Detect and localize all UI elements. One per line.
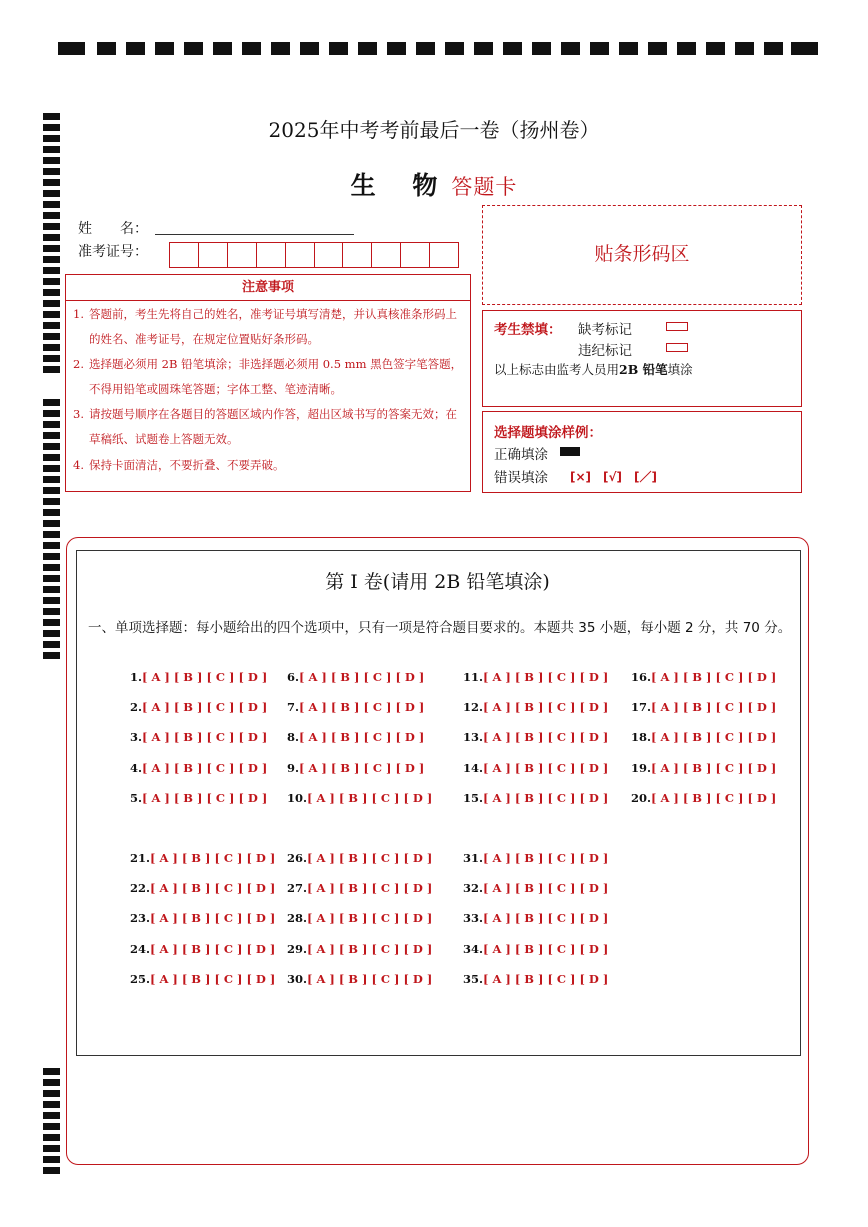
question-1[interactable] — [130, 670, 267, 684]
proctor-note: 以上标志由监考人员用2B 铅笔填涂 — [494, 362, 693, 377]
answer-options[interactable]: [ A ] [ B ] [ C ] [ D ] — [299, 730, 425, 744]
question-29[interactable] — [287, 942, 432, 956]
answer-options[interactable]: [ A ] [ B ] [ C ] [ D ] — [150, 851, 276, 865]
question-number: 35. — [463, 972, 484, 986]
question-7[interactable] — [287, 700, 424, 714]
wrong-fill-marks: [×] [√] [／] — [570, 470, 657, 484]
exam-title: 2025年中考考前最后一卷（扬州卷） — [268, 118, 600, 142]
notice-title: 注意事项 — [66, 275, 470, 301]
question-13[interactable] — [463, 730, 608, 744]
answer-options[interactable]: [ A ] [ B ] [ C ] [ D ] — [307, 942, 433, 956]
answer-options[interactable]: [ A ] [ B ] [ C ] [ D ] — [142, 730, 268, 744]
question-number: 34. — [463, 942, 484, 956]
question-number: 29. — [287, 942, 308, 956]
notice-box — [65, 274, 471, 492]
name-label: 姓 名： — [78, 221, 148, 237]
question-33[interactable] — [463, 911, 608, 925]
question-19[interactable] — [631, 761, 776, 775]
answer-options[interactable]: [ A ] [ B ] [ C ] [ D ] — [142, 700, 268, 714]
section-instruction: 一、单项选择题：每小题给出的四个选项中，只有一项是符合题目要求的。本题共 35 小题，每小题 2 分，共 70 分。 — [88, 620, 792, 636]
question-5[interactable] — [130, 791, 267, 805]
absent-mark-box[interactable] — [666, 322, 688, 331]
answer-options[interactable]: [ A ] [ B ] [ C ] [ D ] — [483, 700, 609, 714]
barcode-area-label: 贴条形码区 — [594, 243, 690, 265]
question-10[interactable] — [287, 791, 432, 805]
fill-sample-title: 选择题填涂样例： — [494, 425, 602, 441]
absent-label: 缺考标记 — [578, 322, 632, 338]
question-31[interactable] — [463, 851, 608, 865]
exam-no-label: 准考证号： — [78, 244, 148, 260]
answer-options[interactable]: [ A ] [ B ] [ C ] [ D ] — [651, 670, 777, 684]
card-label: 答题卡 — [451, 175, 518, 199]
question-number: 12. — [463, 700, 484, 714]
subject-name: 生 物 — [350, 171, 452, 200]
question-number: 13. — [463, 730, 484, 744]
question-14[interactable] — [463, 761, 608, 775]
correct-fill-mark — [560, 447, 580, 456]
question-number: 31. — [463, 851, 484, 865]
question-number: 26. — [287, 851, 308, 865]
answer-options[interactable]: [ A ] [ B ] [ C ] [ D ] — [651, 700, 777, 714]
timing-marks-top — [58, 42, 818, 55]
question-number: 2. — [130, 700, 143, 714]
answer-options[interactable]: [ A ] [ B ] [ C ] [ D ] — [150, 942, 276, 956]
answer-options[interactable]: [ A ] [ B ] [ C ] [ D ] — [483, 972, 609, 986]
answer-options[interactable]: [ A ] [ B ] [ C ] [ D ] — [483, 761, 609, 775]
question-number: 9. — [287, 761, 300, 775]
question-number: 30. — [287, 972, 308, 986]
correct-fill-label: 正确填涂 — [494, 447, 548, 463]
answer-options[interactable]: [ A ] [ B ] [ C ] [ D ] — [150, 881, 276, 895]
question-number: 19. — [631, 761, 652, 775]
answer-options[interactable]: [ A ] [ B ] [ C ] [ D ] — [307, 972, 433, 986]
question-21[interactable] — [130, 851, 275, 865]
violation-mark-box[interactable] — [666, 343, 688, 352]
question-number: 16. — [631, 670, 652, 684]
question-number: 6. — [287, 670, 300, 684]
question-number: 28. — [287, 911, 308, 925]
question-28[interactable] — [287, 911, 432, 925]
question-3[interactable] — [130, 730, 267, 744]
answer-options[interactable]: [ A ] [ B ] [ C ] [ D ] — [483, 670, 609, 684]
question-number: 15. — [463, 791, 484, 805]
answer-options[interactable]: [ A ] [ B ] [ C ] [ D ] — [299, 700, 425, 714]
question-18[interactable] — [631, 730, 776, 744]
answer-options[interactable]: [ A ] [ B ] [ C ] [ D ] — [483, 942, 609, 956]
question-8[interactable] — [287, 730, 424, 744]
section-title: 第 I 卷(请用 2B 铅笔填涂) — [325, 571, 550, 593]
answer-options[interactable]: [ A ] [ B ] [ C ] [ D ] — [307, 851, 433, 865]
question-26[interactable] — [287, 851, 432, 865]
question-number: 27. — [287, 881, 308, 895]
question-number: 10. — [287, 791, 308, 805]
question-number: 5. — [130, 791, 143, 805]
question-9[interactable] — [287, 761, 424, 775]
question-number: 33. — [463, 911, 484, 925]
question-number: 24. — [130, 942, 151, 956]
question-number: 22. — [130, 881, 151, 895]
answer-options[interactable]: [ A ] [ B ] [ C ] [ D ] — [299, 670, 425, 684]
question-15[interactable] — [463, 791, 608, 805]
answer-options[interactable]: [ A ] [ B ] [ C ] [ D ] — [150, 911, 276, 925]
question-17[interactable] — [631, 700, 776, 714]
question-number: 25. — [130, 972, 151, 986]
answer-options[interactable]: [ A ] [ B ] [ C ] [ D ] — [483, 851, 609, 865]
question-number: 21. — [130, 851, 151, 865]
notice-item: 3. 请按题号顺序在各题目的答题区域内作答，超出区域书写的答案无效；在草稿纸、试题卷上答题无效。 — [73, 407, 457, 446]
question-number: 7. — [287, 700, 300, 714]
question-35[interactable] — [463, 972, 608, 986]
answer-options[interactable]: [ A ] [ B ] [ C ] [ D ] — [307, 881, 433, 895]
question-number: 23. — [130, 911, 151, 925]
question-12[interactable] — [463, 700, 608, 714]
answer-options[interactable]: [ A ] [ B ] [ C ] [ D ] — [651, 730, 777, 744]
question-number: 11. — [463, 670, 484, 684]
question-2[interactable] — [130, 700, 267, 714]
answer-options[interactable]: [ A ] [ B ] [ C ] [ D ] — [142, 761, 268, 775]
answer-options[interactable]: [ A ] [ B ] [ C ] [ D ] — [651, 761, 777, 775]
question-4[interactable] — [130, 761, 267, 775]
subject-heading — [0, 166, 868, 202]
question-32[interactable] — [463, 881, 608, 895]
question-16[interactable] — [631, 670, 776, 684]
question-11[interactable] — [463, 670, 608, 684]
wrong-fill-label: 错误填涂 — [494, 470, 548, 486]
question-number: 17. — [631, 700, 652, 714]
answer-options[interactable]: [ A ] [ B ] [ C ] [ D ] — [651, 791, 777, 805]
name-field[interactable] — [155, 234, 354, 235]
answer-options[interactable]: [ A ] [ B ] [ C ] [ D ] — [142, 670, 268, 684]
answer-options[interactable]: [ A ] [ B ] [ C ] [ D ] — [307, 791, 433, 805]
notice-item: 2. 选择题必须用 2B 铅笔填涂；非选择题必须用 0.5 mm 黑色签字笔答题，不得用铅笔或圆珠笔答题；字体工整、笔迹清晰。 — [73, 357, 463, 396]
answer-options[interactable]: [ A ] [ B ] [ C ] [ D ] — [150, 972, 276, 986]
question-number: 32. — [463, 881, 484, 895]
notice-item: 4. 保持卡面清洁，不要折叠、不要弄破。 — [73, 458, 285, 472]
proctor-title: 考生禁填： — [494, 322, 562, 338]
question-20[interactable] — [631, 791, 776, 805]
question-25[interactable] — [130, 972, 275, 986]
notice-item: 1. 答题前，考生先将自己的姓名，准考证号填写清楚，并认真核准条形码上的姓名、准考证号，在规定位置贴好条形码。 — [73, 307, 457, 346]
answer-options[interactable]: [ A ] [ B ] [ C ] [ D ] — [142, 791, 268, 805]
question-24[interactable] — [130, 942, 275, 956]
question-6[interactable] — [287, 670, 424, 684]
answer-options[interactable]: [ A ] [ B ] [ C ] [ D ] — [483, 911, 609, 925]
exam-no-boxes[interactable] — [170, 242, 459, 268]
question-34[interactable] — [463, 942, 608, 956]
question-number: 4. — [130, 761, 143, 775]
violation-label: 违纪标记 — [578, 343, 632, 359]
question-number: 20. — [631, 791, 652, 805]
answer-options[interactable]: [ A ] [ B ] [ C ] [ D ] — [299, 761, 425, 775]
answer-options[interactable]: [ A ] [ B ] [ C ] [ D ] — [483, 730, 609, 744]
answer-options[interactable]: [ A ] [ B ] [ C ] [ D ] — [307, 911, 433, 925]
question-27[interactable] — [287, 881, 432, 895]
question-number: 14. — [463, 761, 484, 775]
question-30[interactable] — [287, 972, 432, 986]
question-number: 18. — [631, 730, 652, 744]
answer-options[interactable]: [ A ] [ B ] [ C ] [ D ] — [483, 791, 609, 805]
question-22[interactable] — [130, 881, 275, 895]
question-number: 8. — [287, 730, 300, 744]
question-number: 1. — [130, 670, 143, 684]
answer-options[interactable]: [ A ] [ B ] [ C ] [ D ] — [483, 881, 609, 895]
question-23[interactable] — [130, 911, 275, 925]
question-number: 3. — [130, 730, 143, 744]
